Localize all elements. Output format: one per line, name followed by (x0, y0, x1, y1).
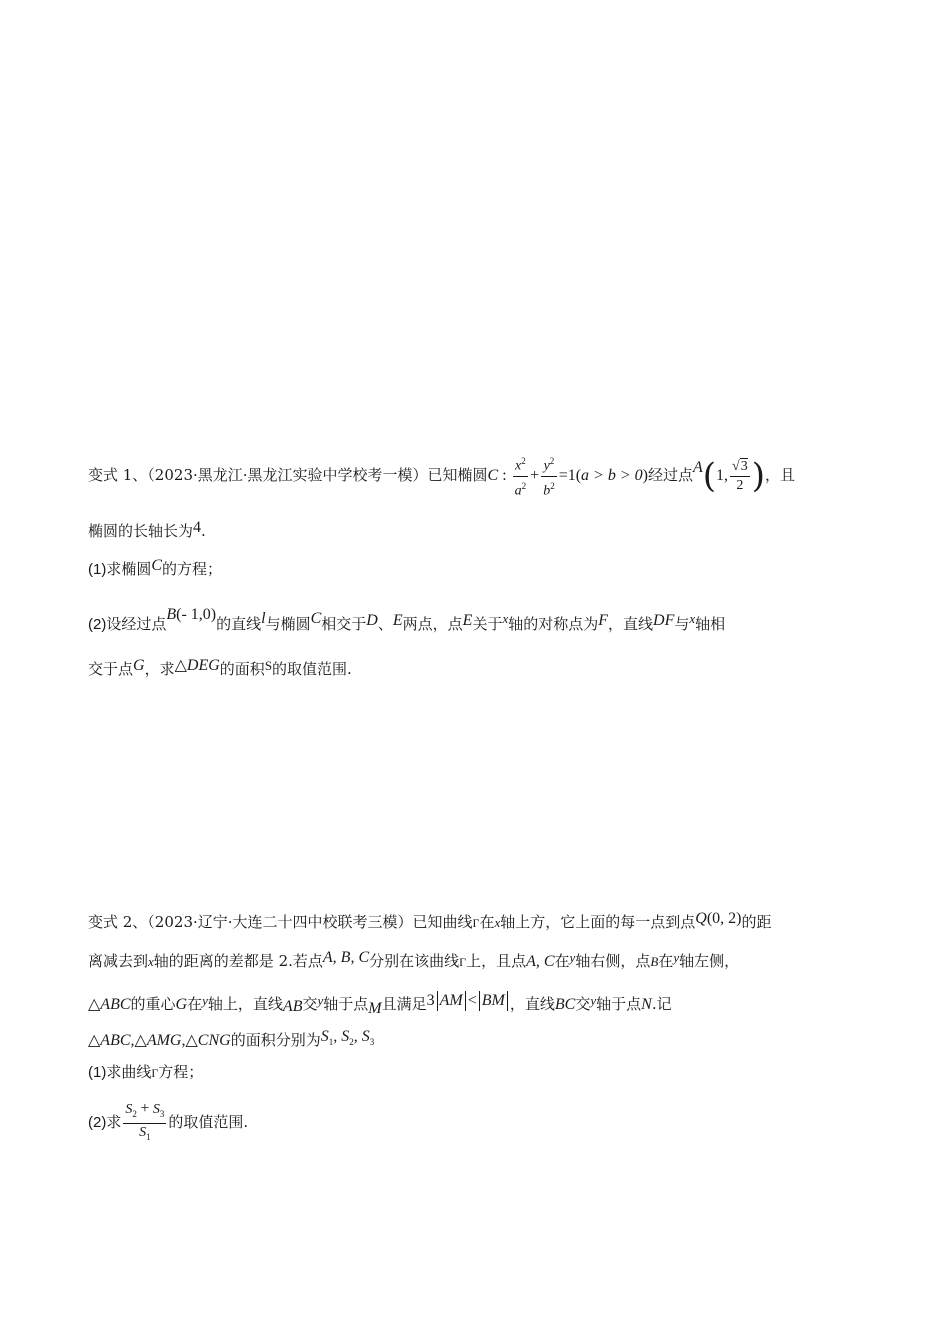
problem2-line2 (88, 948, 739, 972)
text-seg: 的面积分别为 (230, 1031, 321, 1049)
text-seg: 的距 (741, 913, 772, 931)
gamma-symbol: Γ (459, 955, 467, 969)
triangle-symbol: △ (174, 657, 187, 674)
fraction-x-over-a: $\frac{x^2}{a^2}$ (513, 452, 529, 500)
problem1-line2 (88, 518, 206, 541)
var-y: y (317, 993, 324, 1008)
text-seg: 轴的对称点为 (508, 615, 599, 633)
text-seg: 方程； (158, 1063, 204, 1081)
text-seg: 轴右侧，点 (575, 952, 651, 970)
text-seg: 轴于点 (323, 995, 369, 1013)
text-seg: 交 (575, 995, 591, 1013)
text-seg: 在 (187, 995, 203, 1013)
problem1-line1: 变式 1、（2023·黑龙江·黑龙江实验中学校考一模）已知椭圆C : $\frac{x^2}{a^2}$ + $\frac{y^2}{b^2}$ =1(a > b > 0)经过点A(1, $\frac{√3}{2}$ )，且 (88, 452, 795, 500)
points-ac: A, C (526, 953, 555, 970)
problem1-part2 (88, 604, 725, 635)
text-seg: ，直线 (509, 995, 555, 1013)
ellipse-label: C (487, 467, 499, 485)
period: . (201, 522, 206, 540)
text-seg: 交于点 (88, 660, 134, 678)
text-seg: 、 (377, 615, 393, 633)
var-e: E (462, 612, 473, 629)
part1-text: (1)求椭圆 (88, 561, 152, 578)
var-c: C (310, 610, 322, 627)
var-e: E (392, 612, 403, 629)
triangle-abc: △ABC (88, 996, 131, 1013)
problem2-prefix: 变式 2、（2023·辽宁·大连二十四中校联考三模）已知曲线 (88, 913, 473, 931)
text-seg: 上，且点 (466, 952, 527, 970)
var-x: x (502, 611, 509, 626)
text-seg: 关于 (472, 615, 503, 633)
point-a-x: 1, (716, 467, 729, 485)
var-x: x (689, 611, 696, 626)
less-than: < (467, 992, 477, 1009)
text-seg: 轴上，直线 (207, 995, 283, 1013)
var-l: l (261, 610, 266, 627)
problem1-part1 (88, 556, 222, 580)
var-deg: DEG (186, 657, 220, 674)
text-seg: 在 (658, 952, 674, 970)
text-seg: 与椭圆 (265, 615, 311, 633)
text-seg: 的重心 (130, 995, 176, 1013)
var-y: y (202, 993, 208, 1008)
problem2-line3 (88, 990, 672, 1019)
text-seg: 的取值范围. (168, 1112, 249, 1131)
text-seg: 分别在该曲线 (369, 952, 460, 970)
problem1-prefix: 变式 1、（2023·黑龙江·黑龙江实验中学校考一模）已知椭圆 (88, 466, 488, 485)
gamma-symbol: Γ (472, 916, 480, 930)
text-seg: 在 (554, 952, 570, 970)
major-axis-value: 4 (193, 519, 202, 536)
text-seg: 轴的距离的差都是 2.若点 (153, 952, 323, 970)
var-b: B (650, 954, 659, 969)
point-b: B (166, 606, 177, 623)
problem2-part2 (88, 1100, 248, 1146)
var-bm: BM (481, 992, 505, 1009)
part1-text: (1)求曲线 (88, 1064, 152, 1081)
point-b-coords: (- 1,0) (176, 606, 217, 623)
gamma-symbol: Γ (151, 1066, 159, 1080)
text-seg: ，求 (144, 660, 175, 678)
text-seg: 离减去到 (88, 952, 149, 970)
problem1-part2b (88, 656, 352, 679)
text-seg: 与 (674, 615, 690, 633)
var-s: S (264, 658, 273, 673)
triangles-list: △ABC,△AMG,△CNG (88, 1032, 231, 1049)
text-seg: 相交于 (321, 615, 367, 633)
problem2-line4: △ABC,△AMG,△CNG的面积分别为$S_1$, $S_2$, $S_3$ (88, 1028, 375, 1049)
major-axis-text: 椭圆的长轴长为 (88, 522, 194, 540)
text-seg: ，直线 (608, 615, 654, 633)
var-y: y (590, 993, 597, 1008)
problem1-suffix: ，且 (764, 466, 795, 485)
var-y: y (673, 950, 680, 965)
points-abc: A, B, C (322, 949, 370, 966)
var-g: G (133, 657, 145, 674)
text-seg: 轴相 (695, 615, 726, 633)
text-seg: 的直线 (216, 615, 262, 633)
point-a: A (692, 459, 703, 477)
fraction-sqrt3-over-2: $\frac{√3}{2}$ (732, 458, 748, 493)
point-q-coords: (0, 2) (706, 910, 742, 927)
fraction-y-over-b: $\frac{y^2}{b^2}$ (541, 452, 557, 500)
text-seg: 且满足 (381, 995, 427, 1013)
var-df: DF (653, 612, 675, 629)
coef-3: 3 (426, 992, 435, 1009)
eq-rhs: =1 (558, 467, 576, 485)
point-q: Q (695, 910, 707, 927)
text-seg: 轴于点 (596, 995, 642, 1013)
fraction-s2s3-over-s1: $\frac{S_2 + S_3}{S_1}$ (125, 1100, 165, 1142)
part2-text: (2)求 (88, 1113, 122, 1131)
text-seg: 交 (302, 995, 318, 1013)
var-n: N (641, 996, 652, 1013)
text-seg: 的取值范围. (272, 660, 352, 678)
text-seg: .记 (651, 995, 672, 1013)
text-seg: 两点，点 (402, 615, 463, 633)
var-c: C (151, 557, 163, 574)
var-g: G (175, 996, 188, 1013)
var-x: x (494, 915, 501, 930)
text-seg: 轴上方，它上面的每一点到点 (500, 913, 696, 931)
var-ab: AB (282, 998, 303, 1015)
var-f: F (598, 612, 609, 629)
text-seg: 轴左侧， (679, 952, 740, 970)
part2-text: (2)设经过点 (88, 616, 167, 633)
var-d: D (366, 612, 378, 629)
var-x: x (148, 954, 154, 969)
var-am: AM (439, 992, 463, 1009)
var-y: y (569, 950, 576, 965)
problem1-mid: 经过点 (647, 466, 693, 485)
problem2-line1 (88, 908, 772, 933)
ellipse-condition: a > b > 0 (581, 467, 643, 485)
text-seg: 的面积 (219, 660, 265, 678)
var-m: M (368, 1000, 382, 1017)
text-seg: 在 (479, 913, 495, 931)
problem2-part1 (88, 1062, 203, 1083)
part1-text-end: 的方程； (162, 560, 223, 578)
var-bc: BC (554, 996, 576, 1013)
